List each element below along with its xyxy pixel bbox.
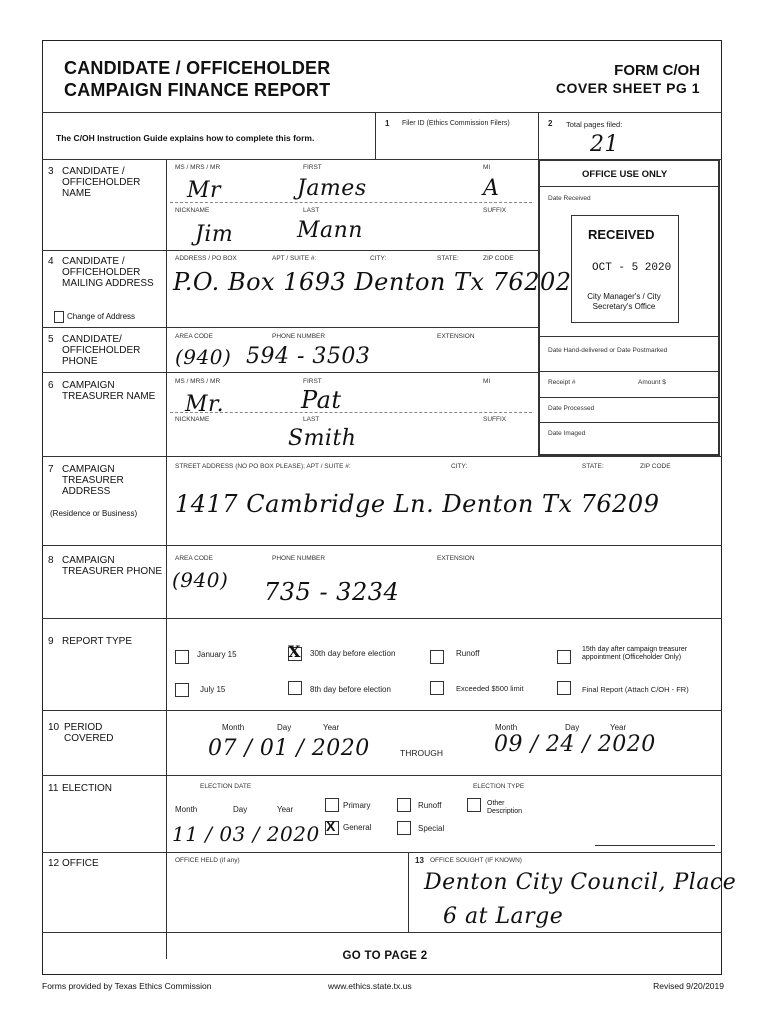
candidate-nickname[interactable]: Jim (195, 222, 234, 247)
form-subtitle: COVER SHEET PG 1 (555, 80, 700, 96)
form-title-line2: CAMPAIGN FINANCE REPORT (64, 80, 331, 100)
instruction-note: The C/OH Instruction Guide explains how to complete this form. (56, 133, 315, 143)
go-to-page-2: GO TO PAGE 2 (342, 950, 428, 962)
total-pages-value[interactable]: 21 (590, 132, 619, 157)
stamp-date: OCT - 5 2020 (592, 262, 672, 274)
report-15after-checkbox[interactable] (557, 650, 571, 664)
filer-id-label: Filer ID (Ethics Commission Filers) (402, 120, 510, 127)
section-4-label: CANDIDATE / OFFICEHOLDER MAILING ADDRESS (62, 256, 154, 289)
candidate-phone[interactable]: 594 - 3503 (246, 344, 371, 369)
through-label: THROUGH (400, 748, 443, 758)
office-sought-label: OFFICE SOUGHT (IF KNOWN) (430, 857, 522, 864)
form-title-line1: CANDIDATE / OFFICEHOLDER (64, 58, 331, 78)
report-jan15-checkbox[interactable] (175, 650, 189, 664)
report-runoff-checkbox[interactable] (430, 650, 444, 664)
section-8-label: CAMPAIGN TREASURER PHONE (62, 555, 163, 577)
section-3-label: CANDIDATE / OFFICEHOLDER NAME (62, 166, 141, 199)
candidate-first-name[interactable]: James (297, 176, 367, 201)
report-exceeded-checkbox[interactable] (430, 681, 444, 695)
section-6-label: CAMPAIGN TREASURER NAME (62, 380, 156, 402)
office-use-title: OFFICE USE ONLY (582, 169, 668, 180)
rule (42, 112, 722, 113)
total-pages-label: Total pages filed: (566, 120, 623, 129)
candidate-address[interactable]: P.O. Box 1693 Denton Tx 76202 (173, 268, 572, 296)
stamp-office: City Manager's / City Secretary's Office (587, 292, 661, 311)
election-other-checkbox[interactable] (467, 798, 481, 812)
period-from[interactable]: 07 / 01 / 2020 (208, 736, 370, 761)
candidate-prefix[interactable]: Mr (187, 178, 222, 203)
election-general-mark: X (326, 818, 336, 834)
form-id: FORM C/OH (614, 62, 700, 79)
election-runoff-checkbox[interactable] (397, 798, 411, 812)
treasurer-prefix[interactable]: Mr. (185, 392, 225, 417)
report-30day-checkbox[interactable] (288, 642, 302, 661)
election-special-checkbox[interactable] (397, 821, 411, 835)
section-5-label: CANDIDATE/ OFFICEHOLDER PHONE (62, 334, 141, 367)
section-11-label: ELECTION (62, 783, 113, 794)
treasurer-last-name[interactable]: Smith (288, 426, 357, 451)
period-to[interactable]: 09 / 24 / 2020 (494, 732, 656, 757)
change-address-checkbox[interactable] (54, 311, 64, 323)
section-10-label: PERIOD COVERED (64, 722, 114, 744)
candidate-last-name[interactable]: Mann (297, 218, 363, 243)
footer-website[interactable]: www.ethics.state.tx.us (328, 981, 412, 991)
treasurer-first-name[interactable]: Pat (301, 386, 342, 414)
section-12-label: OFFICE (62, 858, 99, 869)
report-30day-mark: X (288, 642, 301, 661)
treasurer-area-code[interactable]: (940) (172, 568, 229, 592)
candidate-area-code[interactable]: (940) (175, 345, 232, 369)
treasurer-phone[interactable]: 735 - 3234 (264, 578, 400, 606)
report-final-checkbox[interactable] (557, 681, 571, 695)
report-8day-checkbox[interactable] (288, 681, 302, 695)
election-general-checkbox[interactable] (325, 818, 339, 835)
treasurer-address[interactable]: 1417 Cambridge Ln. Denton Tx 76209 (175, 490, 660, 518)
office-sought-line1[interactable]: Denton City Council, Place (424, 870, 737, 895)
election-date[interactable]: 11 / 03 / 2020 (172, 822, 320, 846)
office-sought-line2[interactable]: 6 at Large (443, 904, 564, 929)
section-9-label: REPORT TYPE (62, 636, 133, 647)
report-jul15-checkbox[interactable] (175, 683, 189, 697)
stamp-received: RECEIVED (588, 227, 655, 242)
footer-provided: Forms provided by Texas Ethics Commission (42, 981, 212, 991)
footer-revised: Revised 9/20/2019 (653, 981, 724, 991)
election-primary-checkbox[interactable] (325, 798, 339, 812)
other-description-line[interactable] (595, 845, 715, 846)
section-7-label: CAMPAIGN TREASURER ADDRESS (62, 464, 124, 497)
candidate-mi[interactable]: A (483, 176, 500, 201)
